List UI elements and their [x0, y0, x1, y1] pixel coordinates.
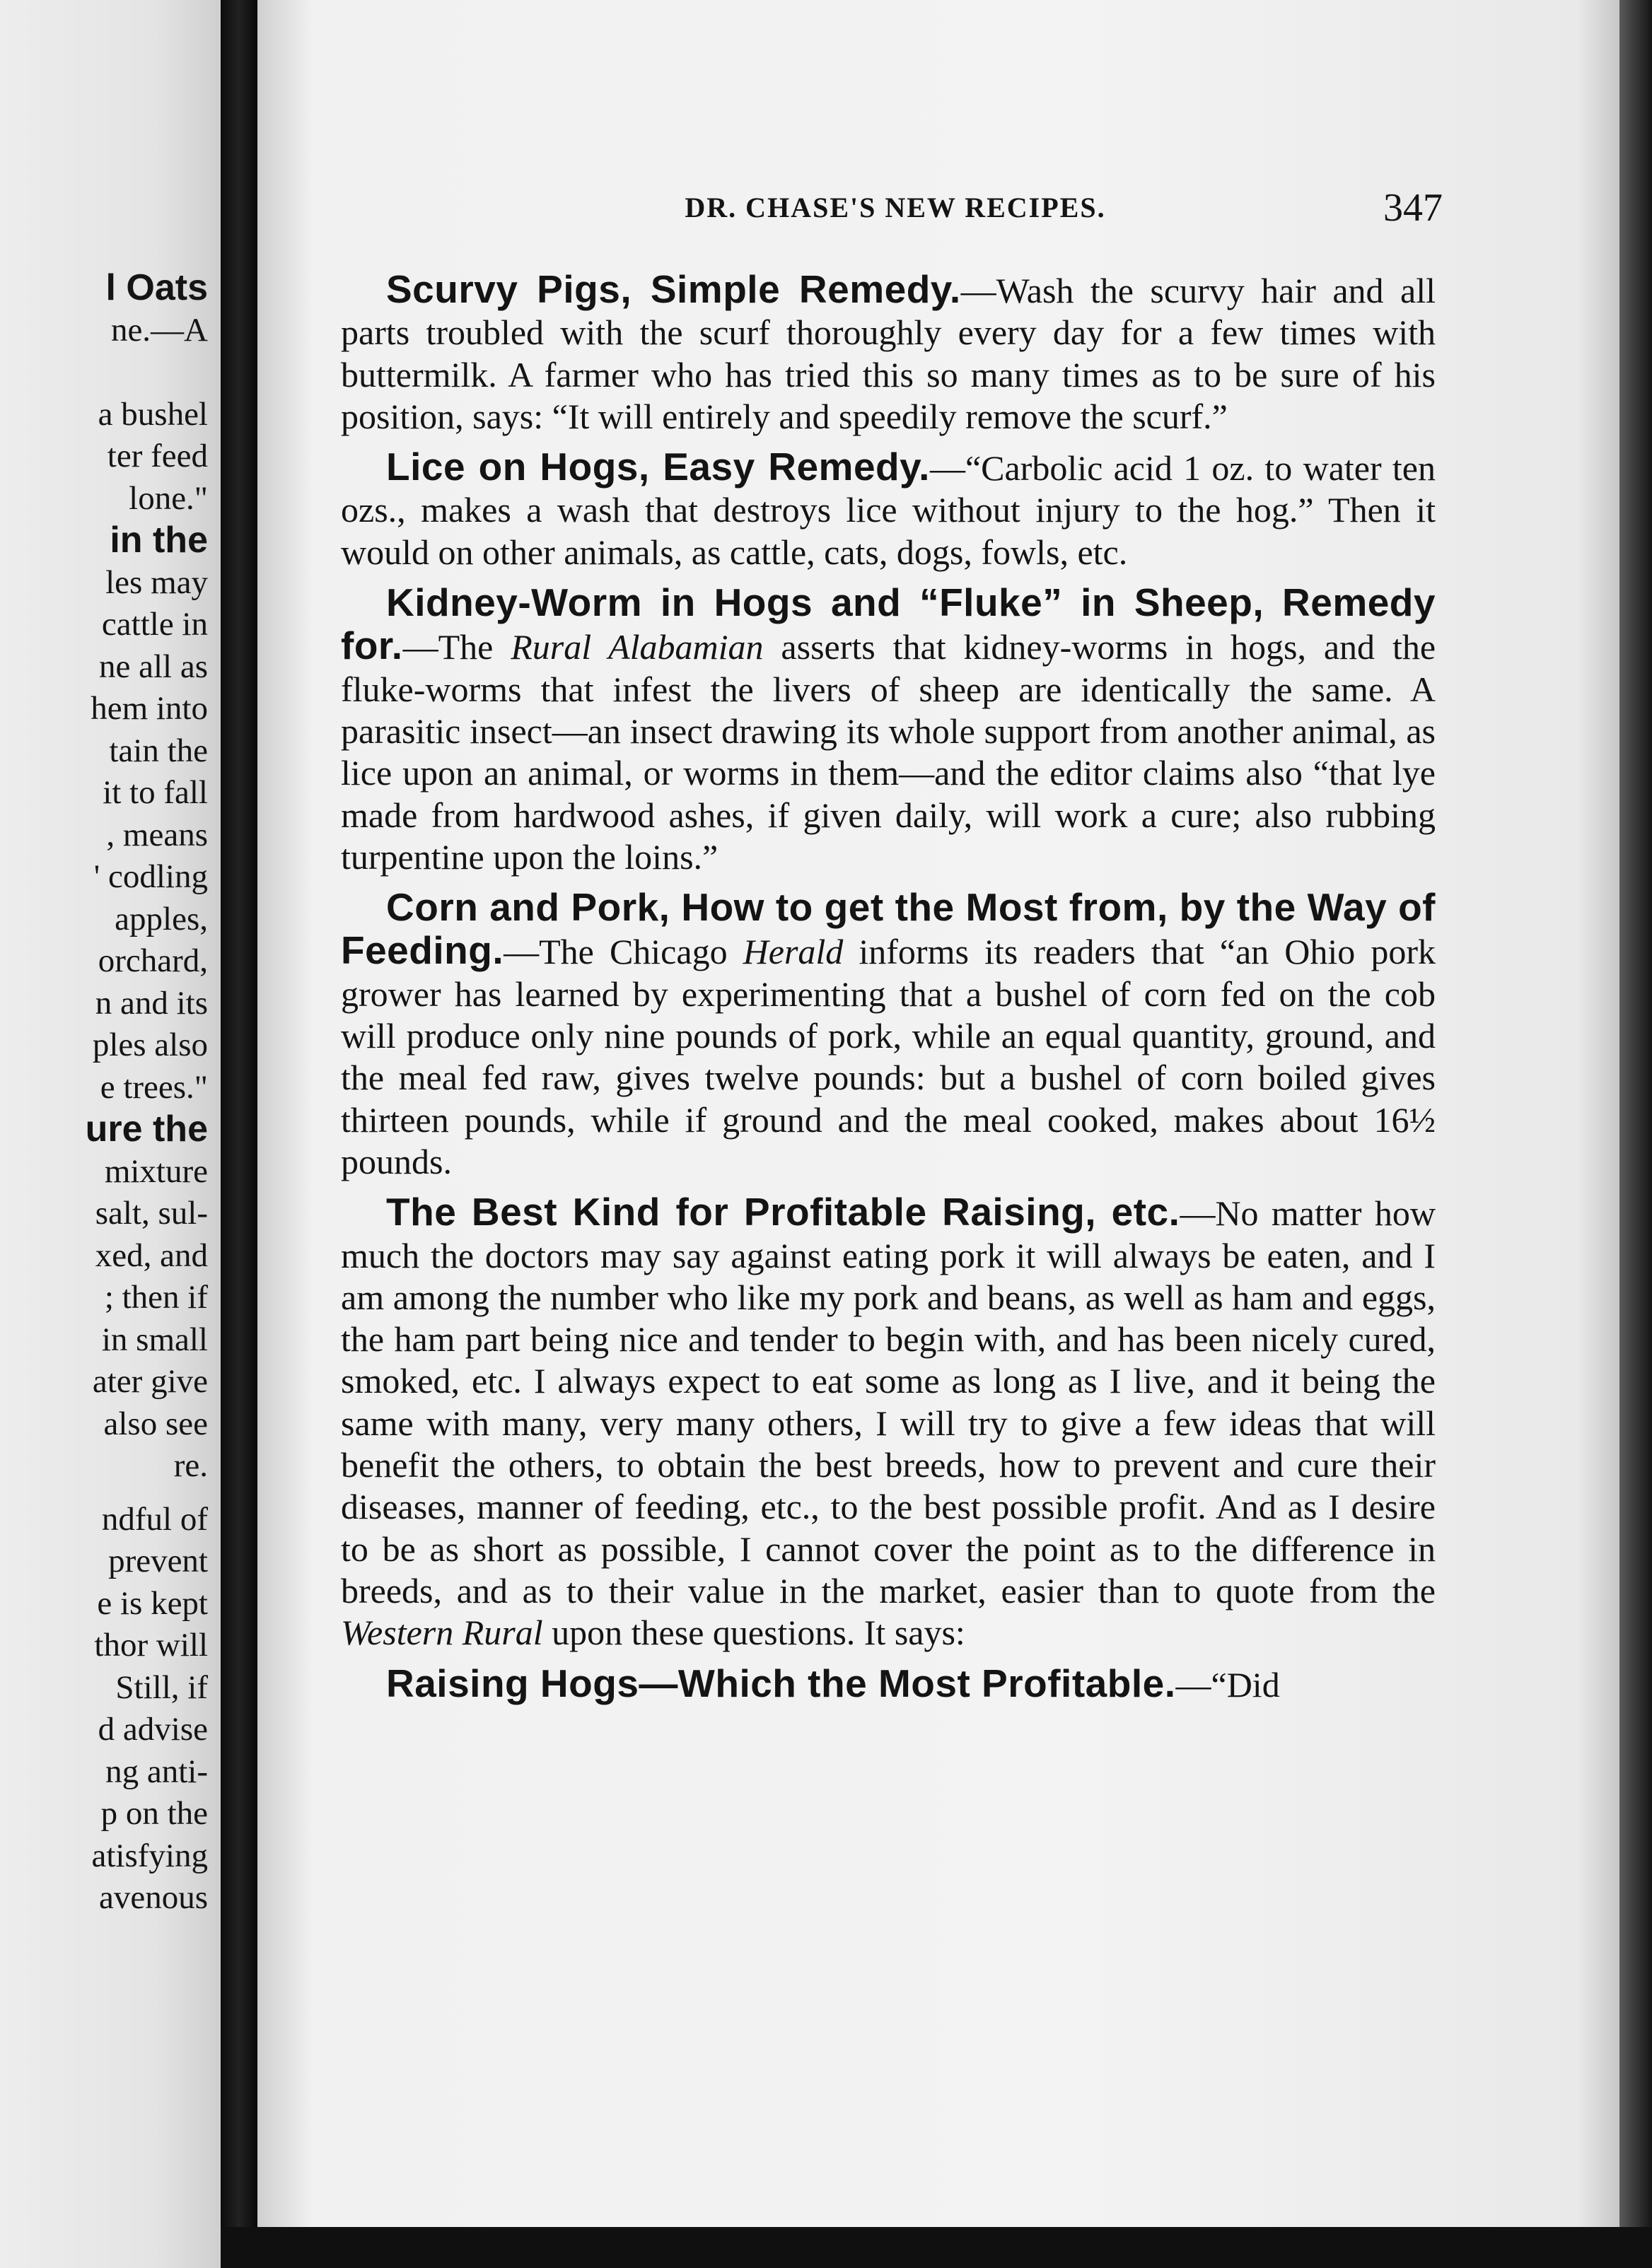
left-line: atisfying — [91, 1837, 208, 1874]
recipe-entry — [341, 1663, 1436, 1706]
recipe-entry — [341, 1191, 1436, 1654]
left-line: e is kept — [97, 1584, 208, 1622]
left-line: l Oats — [105, 267, 208, 308]
left-line: cattle in — [101, 606, 208, 643]
left-line: thor will — [94, 1627, 208, 1664]
publication-title: Western Rural — [341, 1613, 543, 1653]
entry-body: upon these questions. It says: — [542, 1613, 965, 1653]
left-line: ater give — [92, 1363, 208, 1400]
left-line: lone." — [129, 479, 208, 517]
left-line: orchard, — [98, 942, 208, 979]
left-line: ng anti- — [105, 1753, 208, 1790]
left-line: also see — [103, 1405, 208, 1442]
recipe-entry — [341, 269, 1436, 438]
left-line: ne all as — [99, 648, 208, 685]
left-line: in small — [101, 1321, 208, 1358]
left-line: ; then if — [104, 1279, 208, 1316]
recipe-entry — [341, 582, 1436, 878]
entry-body: —“Carbolic acid 1 oz. to water ten ozs., makes a wash that destroys lice without injury to the hog.” Then it would on other animals, as cattle, cats, dogs, fowls, etc. — [341, 448, 1436, 572]
recipe-entry — [341, 446, 1436, 573]
left-line: les may — [105, 563, 208, 601]
left-line: ne.—A — [110, 311, 208, 349]
left-line: , means — [106, 816, 208, 853]
left-line: hem into — [91, 690, 208, 727]
left-line: salt, sul- — [95, 1195, 208, 1232]
left-line: e trees." — [100, 1068, 208, 1106]
entry-heading: Raising Hogs—Which the Most Profitable. — [386, 1661, 1176, 1705]
left-facing-page — [0, 0, 221, 2268]
left-line: ples also — [92, 1027, 208, 1063]
entry-body: —The Chicago — [504, 932, 743, 972]
left-line: xed, and — [95, 1237, 208, 1274]
page-edge-shadow — [1619, 0, 1652, 2268]
left-line: avenous — [98, 1879, 208, 1916]
left-line: tain the — [109, 732, 208, 769]
entry-heading: Kidney-Worm in Hogs and “Fluke” in Sheep, Remedy for. — [341, 580, 1436, 668]
left-line: n and its — [95, 984, 208, 1022]
left-line: mixture — [104, 1152, 208, 1190]
entry-heading: Lice on Hogs, Easy Remedy. — [386, 445, 930, 489]
left-line: in the — [110, 520, 208, 561]
left-line: ter feed — [107, 438, 208, 474]
left-line: ure the — [85, 1109, 208, 1150]
left-line: ' codling — [93, 858, 208, 895]
bottom-edge-shadow — [221, 2227, 1652, 2268]
left-line: Still, if — [115, 1668, 208, 1706]
entry-body: —No matter how much the doctors may say against eating pork it will always be eaten, and I am among the number who like my pork and beans, as well as ham and eggs, the ham part being nice and tender to begin with, and has been nicely cured, smoked, etc. I always expect to eat some as long as I live, and it being the same with many, very many others, I will try to give a few ideas that will benefit the others, to obtain the best breeds, how to prevent and cure their diseases, manner of feeding, etc., to the best possible profit. And as I desire to be as short as possible, I cannot cover the point as to the difference in breeds, and as to their value in the market, easier than to quote from the — [341, 1193, 1436, 1611]
publication-title: Herald — [743, 932, 844, 972]
entry-body: —Wash the scurvy hair and all parts troubled with the scurf thoroughly every day for a few times with buttermilk. A farmer who has tried this so many times as to be sure of his position, says: “It will entirely and speedily remove the scurf.” — [341, 271, 1436, 436]
left-line: re. — [173, 1447, 208, 1484]
left-line-blank — [0, 351, 208, 394]
left-line: a bushel — [98, 395, 208, 433]
left-line: prevent — [108, 1543, 208, 1579]
left-paragraph-gap — [0, 1487, 208, 1499]
left-line: apples, — [115, 900, 208, 937]
recipe-entry — [341, 887, 1436, 1183]
entry-body: —“Did — [1175, 1664, 1280, 1705]
left-page-text-column — [0, 267, 208, 1919]
entry-body: —The — [402, 627, 511, 667]
entry-heading: Corn and Pork, How to get the Most from, by the Way of Feeding. — [341, 885, 1436, 973]
page-body — [341, 269, 1436, 1714]
entry-heading: Scurvy Pigs, Simple Remedy. — [386, 267, 961, 311]
entry-heading: The Best Kind for Profitable Raising, etc. — [386, 1190, 1180, 1234]
entry-body: asserts that kidney-worms in hogs, and the fluke-worms that infest the livers of sheep are identically the same. A parasitic insect—an insect drawing its whole support from another animal, as lice upon an animal, or worms in them—and the editor claims also “that lye made from hardwood ashes, if given daily, will work a cure; also rubbing turpentine upon the loins.” — [341, 627, 1436, 877]
left-line: p on the — [100, 1795, 208, 1832]
left-line: it to fall — [103, 774, 208, 811]
running-head: DR. CHASE'S NEW RECIPES. — [685, 192, 1106, 223]
left-line: d advise — [98, 1711, 208, 1748]
publication-title: Rural Alabamian — [511, 627, 764, 667]
left-line: ndful of — [101, 1500, 208, 1538]
entry-body: informs its readers that “an Ohio pork grower has learned by experimenting that a bushel of corn fed on the cob will produce only nine pounds of pork, while an equal quantity, ground, and the meal fed raw, gives twelve pounds: but a bushel of corn boiled gives thirteen pounds, while if ground and the meal cooked, makes about 16½ pounds. — [341, 932, 1436, 1181]
page-number: 347 — [1383, 186, 1443, 230]
book-gutter — [221, 0, 257, 2268]
